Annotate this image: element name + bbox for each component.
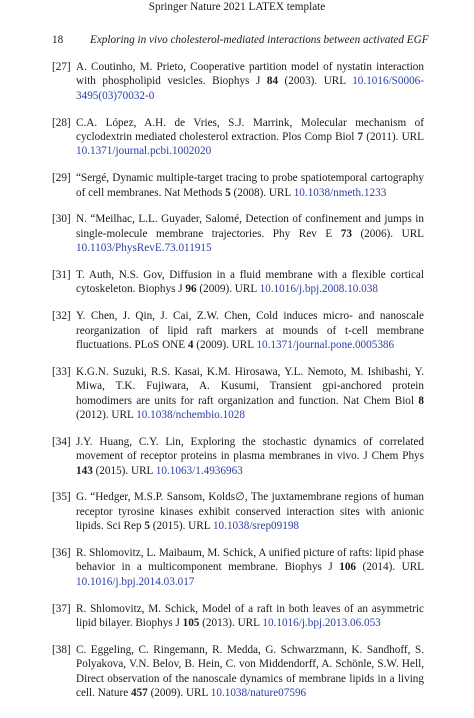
reference-doi-link[interactable]: 10.1371/journal.pcbi.1002020 (76, 145, 212, 158)
reference-doi-link[interactable]: 10.1063/1.4936963 (155, 464, 243, 477)
reference-volume: 5 (225, 186, 231, 199)
reference-citation: R. Shlomovitz, M. Schick, Model of a raft in both leaves of an asymmetric lipid bilayer. Biophys J (76, 602, 424, 630)
reference-citation: T. Auth, N.S. Gov, Diffusion in a fluid membrane with a flexible cortical cytoskeleton. Biophys J (76, 269, 424, 296)
reference-item (52, 643, 424, 701)
reference-volume: 5 (144, 520, 150, 533)
reference-item (52, 546, 424, 589)
reference-volume: 106 (339, 561, 357, 574)
reference-volume: 84 (266, 75, 279, 88)
reference-list (52, 60, 424, 713)
reference-year-url: (2013). URL (199, 617, 263, 630)
reference-label: [30] (52, 213, 71, 226)
reference-text (76, 546, 424, 589)
reference-year-url: (2011). URL (363, 131, 424, 144)
reference-year-url: (2009). URL (147, 687, 211, 700)
reference-label: [32] (52, 310, 71, 323)
reference-citation: A. Coutinho, M. Prieto, Cooperative partition model of nystatin interaction with phospholipid vesicles. Biophys J (76, 61, 424, 88)
page-header (52, 33, 452, 47)
reference-doi-link[interactable]: 10.1038/nmeth.1233 (293, 186, 387, 199)
reference-volume: 96 (185, 283, 197, 296)
reference-item (52, 171, 424, 200)
reference-text (76, 365, 424, 423)
reference-item (52, 212, 424, 255)
reference-doi-link[interactable]: 10.1016/j.bpj.2013.06.053 (262, 617, 381, 630)
reference-item (52, 602, 424, 631)
reference-doi-link[interactable]: 10.1016/j.bpj.2014.03.017 (76, 575, 195, 588)
reference-citation: C. Eggeling, C. Ringemann, R. Medda, G. Schwarzmann, K. Sandhoff, S. Polyakova, V.N. Belov, B. Hein, C. von Middendorff, A. Schönle, S.W. Hell, Direct observation of the nanoscale dynamics of membrane lipids in a living cell. Nature (76, 643, 424, 700)
reference-volume: 105 (182, 617, 200, 630)
header-title: Exploring in vivo cholesterol-mediated interactions between activated EGF (90, 34, 429, 46)
page-number: 18 (52, 34, 64, 46)
reference-text (76, 116, 424, 159)
reference-doi-link[interactable]: 10.1016/j.bpj.2008.10.038 (259, 283, 378, 296)
reference-item (52, 268, 424, 297)
reference-item (52, 116, 424, 159)
reference-citation: N. “Meilhac, L.L. Guyader, Salomé, Detection of confinement and jumps in single-molecule membrane trajectories. Phy Rev E (76, 213, 424, 240)
reference-text (76, 309, 424, 352)
reference-volume: 8 (418, 394, 424, 407)
reference-doi-link[interactable]: 10.1016/S0006-3495(03)70032-0 (76, 75, 424, 102)
reference-year-url: (2014). URL (356, 561, 424, 574)
reference-doi-link[interactable]: 10.1038/nature07596 (210, 687, 307, 700)
reference-year-url: (2015). URL (149, 520, 213, 533)
reference-volume: 457 (130, 687, 148, 700)
reference-label: [37] (52, 602, 71, 615)
reference-label: [29] (52, 172, 71, 185)
reference-label: [36] (52, 547, 71, 560)
reference-doi-link[interactable]: 10.1103/PhysRevE.73.011915 (76, 242, 212, 255)
reference-volume: 4 (187, 339, 194, 352)
reference-label: [31] (52, 269, 71, 282)
reference-volume: 143 (76, 464, 93, 477)
reference-label: [38] (52, 643, 71, 656)
reference-label: [35] (52, 491, 71, 504)
reference-label: [33] (52, 365, 71, 378)
reference-year-url: (2003). URL (278, 75, 353, 88)
reference-year-url: (2008). URL (230, 186, 294, 199)
reference-citation: G. “Hedger, M.S.P. Sansom, Kolds∅, The juxtamembrane regions of human receptor tyrosine kinases exhibit conserved interaction sites with anionic lipids. Sci Rep (76, 491, 424, 533)
reference-doi-link[interactable]: 10.1038/srep09198 (212, 520, 300, 533)
reference-label: [34] (52, 435, 71, 448)
reference-citation: K.G.N. Suzuki, R.S. Kasai, K.M. Hirosawa, Y.L. Nemoto, M. Ishibashi, Y. Miwa, T.K. Fujiwara, A. Kusumi, Transient gpi-anchored protein homodimers are units for raft organization and function. Nat Chem Biol (76, 365, 424, 407)
reference-item (52, 309, 424, 352)
reference-year-url: (2006). URL (351, 227, 425, 240)
reference-item (52, 490, 424, 533)
reference-text (76, 60, 424, 103)
reference-doi-link[interactable]: 10.1371/journal.pone.0005386 (256, 339, 395, 352)
reference-volume: 7 (357, 131, 364, 144)
reference-doi-link[interactable]: 10.1038/nchembio.1028 (136, 409, 245, 422)
reference-text (76, 490, 424, 533)
reference-text (76, 435, 424, 478)
reference-year-url: (2009). URL (193, 339, 257, 352)
reference-text (76, 602, 424, 631)
running-head: Springer Nature 2021 LATEX template (148, 1, 326, 13)
reference-year-url: (2009). URL (196, 283, 260, 296)
reference-item (52, 60, 424, 103)
reference-item (52, 435, 424, 478)
reference-citation: “Sergé, Dynamic multiple-target tracing to probe spatiotemporal cartography of cell membranes. Nat Methods (76, 172, 424, 199)
reference-year-url: (2015). URL (92, 464, 156, 477)
reference-text (76, 212, 424, 255)
reference-item (52, 365, 424, 423)
reference-text (76, 268, 424, 297)
reference-label: [28] (52, 116, 71, 129)
reference-volume: 73 (340, 227, 352, 240)
reference-citation: R. Shlomovitz, L. Maibaum, M. Schick, A unified picture of rafts: lipid phase behavior in a multicomponent membrane. Biophys J (76, 547, 424, 574)
reference-citation: C.A. López, A.H. de Vries, S.J. Marrink, Molecular mechanism of cyclodextrin mediated cholesterol extraction. Plos Comp Biol (76, 116, 424, 144)
reference-text (76, 171, 424, 200)
reference-citation: J.Y. Huang, C.Y. Lin, Exploring the stochastic dynamics of correlated movement of receptor proteins in plasma membranes in vivo. J Chem Phys (76, 435, 424, 463)
reference-text (76, 643, 424, 701)
reference-year-url: (2012). URL (76, 409, 137, 422)
reference-citation: Y. Chen, J. Qin, J. Cai, Z.W. Chen, Cold induces micro- and nanoscale reorganization of lipid raft markers at mounds of t-cell membrane fluctuations. PLoS ONE (76, 310, 424, 352)
reference-label: [27] (52, 61, 71, 73)
